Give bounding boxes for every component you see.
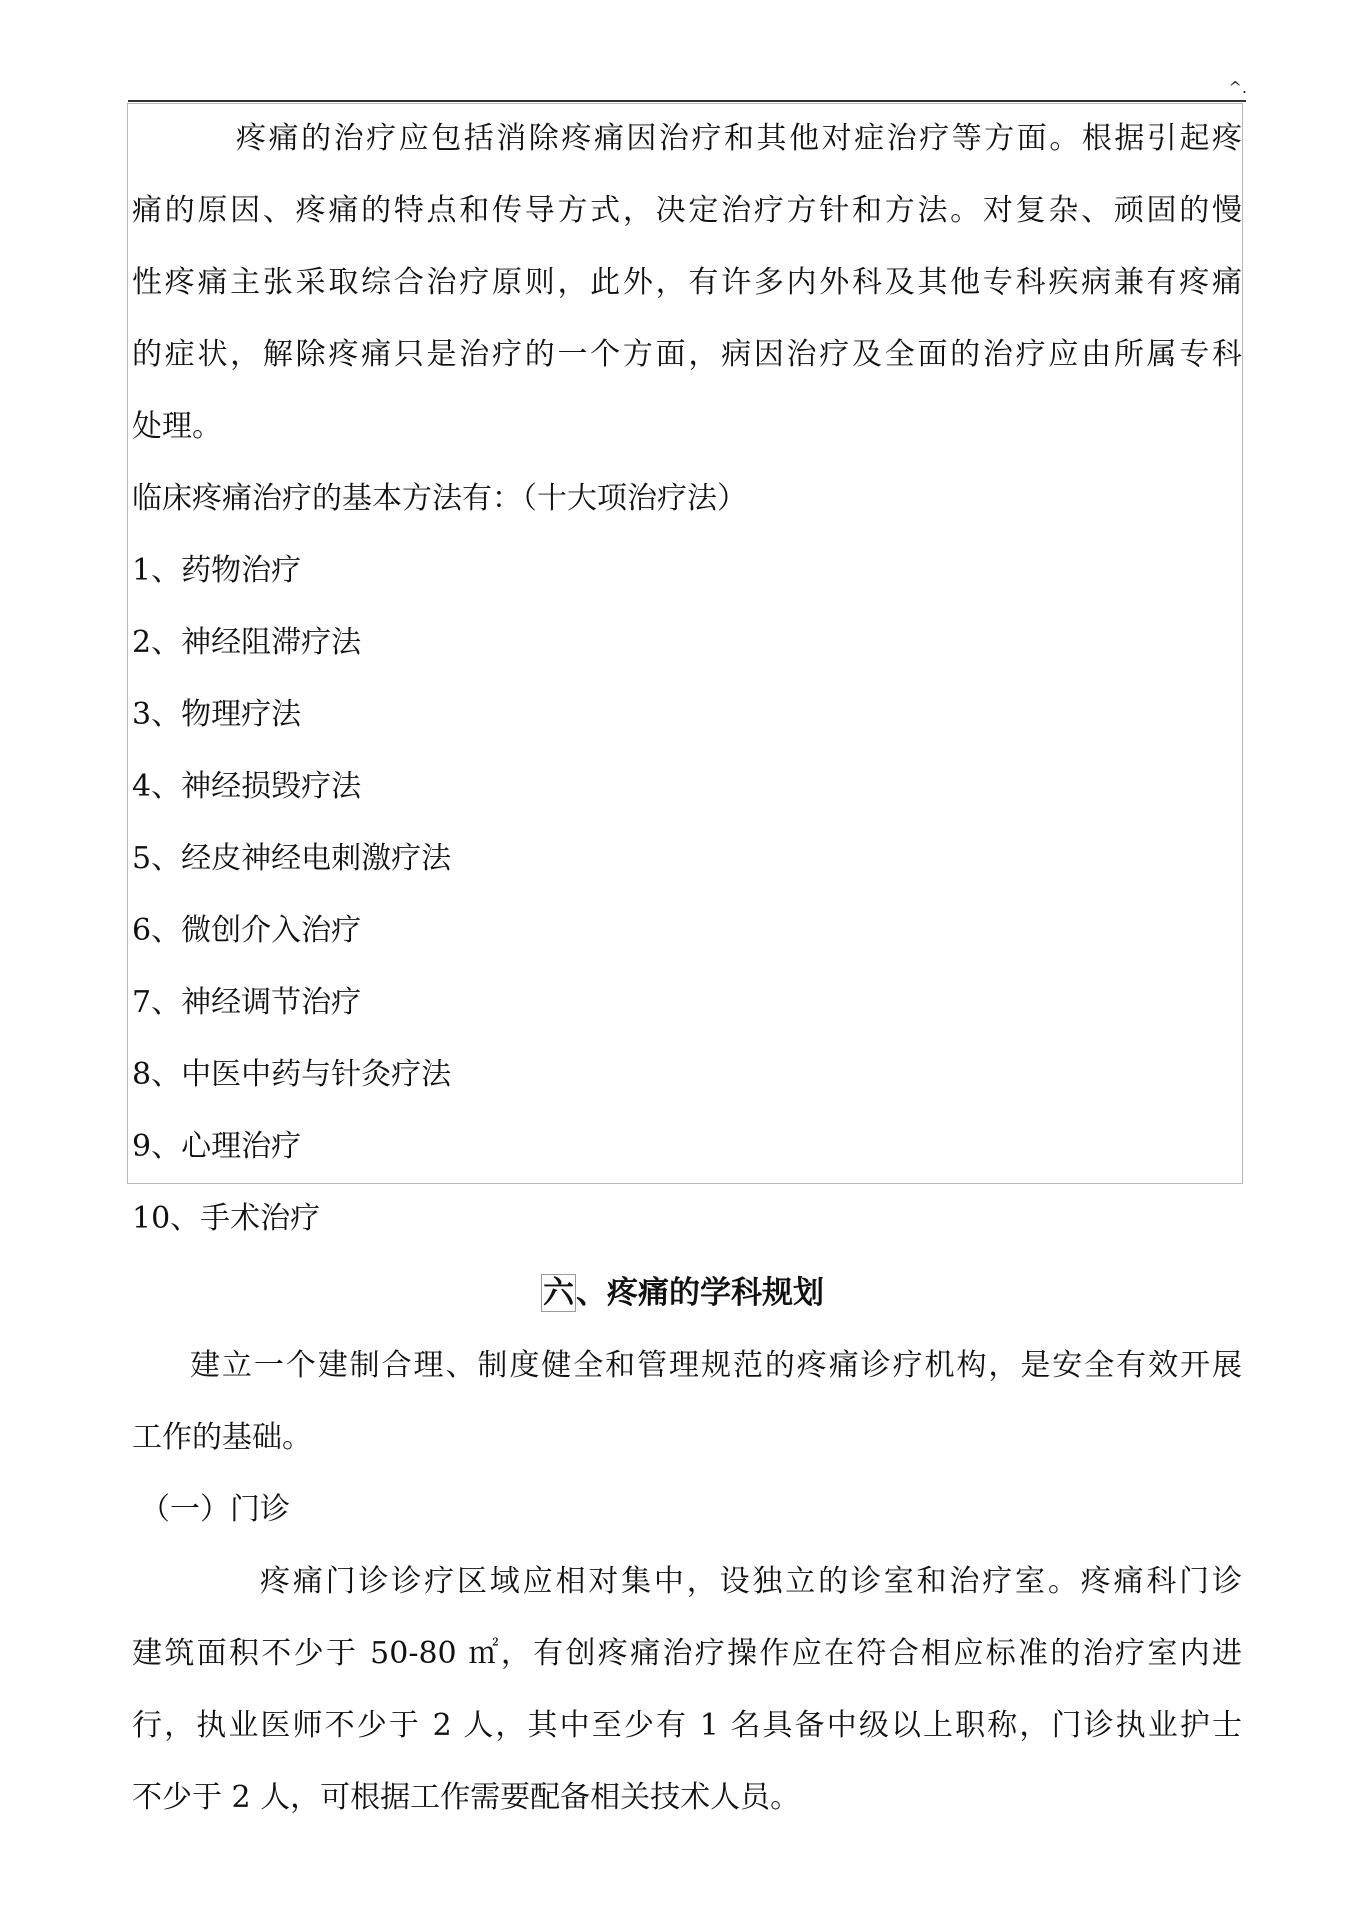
method-item-6: 6、微创介入治疗 [132, 913, 362, 948]
subheading-outpatient: （一）门诊 [140, 1492, 290, 1527]
clinic-line-2: 建筑面积不少于 50-80 ㎡，有创疼痛治疗操作应在符合相应标准的治疗室内进 [132, 1636, 1242, 1671]
method-item-1: 1、药物治疗 [132, 553, 302, 588]
section-heading-title: 、疼痛的学科规划 [576, 1275, 824, 1311]
header-rule [128, 100, 1246, 102]
clinic-line-3: 行，执业医师不少于 2 人，其中至少有 1 名具备中级以上职称，门诊执业护士 [132, 1708, 1242, 1743]
section-paragraph-line-2: 工作的基础。 [132, 1420, 312, 1455]
intro-line-4: 的症状，解除疼痛只是治疗的一个方面，病因治疗及全面的治疗应由所属专科 [132, 337, 1242, 372]
section-heading [0, 1273, 1365, 1313]
section-heading-numeral: 六 [543, 1275, 574, 1311]
method-item-5: 5、经皮神经电刺激疗法 [132, 841, 452, 876]
method-item-9: 9、心理治疗 [132, 1129, 302, 1164]
clinic-line-4: 不少于 2 人，可根据工作需要配备相关技术人员。 [132, 1780, 801, 1815]
header-mark: ^. [1228, 78, 1247, 97]
method-item-2: 2、神经阻滞疗法 [132, 625, 362, 660]
intro-line-2: 痛的原因、疼痛的特点和传导方式，决定治疗方针和方法。对复杂、顽固的慢 [132, 193, 1242, 228]
intro-line-5: 处理。 [132, 409, 222, 444]
method-item-3: 3、物理疗法 [132, 697, 302, 732]
method-item-8: 8、中医中药与针灸疗法 [132, 1057, 452, 1092]
section-paragraph-line-1: 建立一个建制合理、制度健全和管理规范的疼痛诊疗机构，是安全有效开展 [190, 1348, 1242, 1383]
methods-intro: 临床疼痛治疗的基本方法有：（十大项治疗法） [132, 481, 747, 516]
method-item-7: 7、神经调节治疗 [132, 985, 362, 1020]
intro-line-3: 性疼痛主张采取综合治疗原则，此外，有许多内外科及其他专科疾病兼有疼痛 [132, 265, 1242, 300]
clinic-line-1: 疼痛门诊诊疗区域应相对集中，设独立的诊室和治疗室。疼痛科门诊 [260, 1564, 1242, 1599]
intro-line-1: 疼痛的治疗应包括消除疼痛因治疗和其他对症治疗等方面。根据引起疼 [236, 121, 1242, 156]
method-item-4: 4、神经损毁疗法 [132, 769, 362, 804]
method-item-10: 10、手术治疗 [132, 1201, 321, 1236]
